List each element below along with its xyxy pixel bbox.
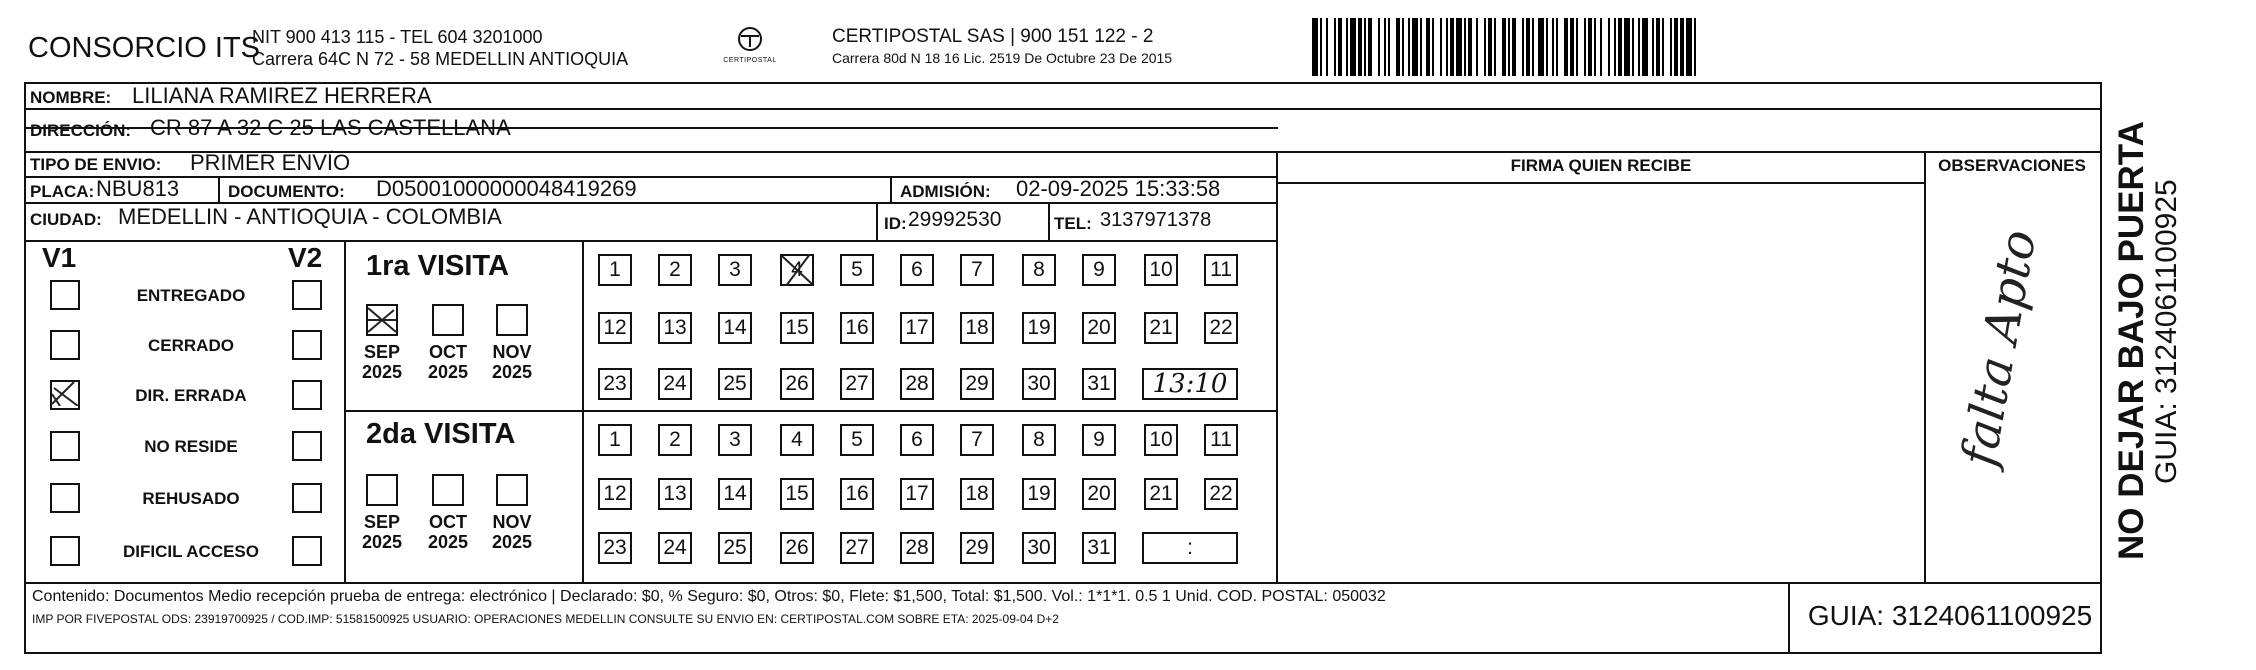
v1-label: V1: [42, 242, 77, 273]
visit1-day-15[interactable]: 15: [780, 312, 814, 344]
v1-checkbox[interactable]: [50, 330, 80, 360]
visit2-day-31[interactable]: 31: [1082, 532, 1116, 564]
side-guia: GUIA: 3124061100925: [2150, 179, 2183, 484]
visit1-day-1[interactable]: 1: [598, 254, 632, 286]
footer-print-info: IMP POR FIVEPOSTAL ODS: 23919700925 / COD.IMP: 51581500925 USUARIO: OPERACIONES MEDELLIN CONSULTE SU ENVIO EN: CERTIPOSTAL.COM SOBRE ETA: 2025-09-04 D+2: [32, 612, 1059, 626]
visit2-month-label: NOV 2025: [491, 512, 533, 552]
visit1-month-label: SEP 2025: [361, 342, 403, 382]
v2-checkbox[interactable]: [292, 330, 322, 360]
footer-contents: Contenido: Documentos Medio recepción prueba de entrega: electrónico | Declarado: $0, % Seguro: $0, Otros: $0, Flete: $1,500, Total: $1,500. Vol.: 1*1*1. 0.5 1 Unid. COD. POSTAL: 050032: [32, 588, 1386, 605]
v1-checkbox[interactable]: [50, 380, 80, 410]
visit2-day-20[interactable]: 20: [1082, 478, 1116, 510]
visit1-day-23[interactable]: 23: [598, 368, 632, 400]
placa-label: PLACA:: [30, 182, 95, 201]
visit2-day-30[interactable]: 30: [1022, 532, 1056, 564]
visit2-month-checkbox[interactable]: [366, 474, 398, 506]
visit2-day-25[interactable]: 25: [718, 532, 752, 564]
status-label: DIR. ERRADA: [135, 386, 247, 405]
direccion-label: DIRECCIÓN:: [30, 121, 132, 140]
handwritten-observation: falta Apto: [1950, 225, 2048, 471]
visit1-day-29[interactable]: 29: [960, 368, 994, 400]
visit1-day-12[interactable]: 12: [598, 312, 632, 344]
visit1-day-16[interactable]: 16: [840, 312, 874, 344]
visit1-day-19[interactable]: 19: [1022, 312, 1056, 344]
nombre-label: NOMBRE:: [30, 88, 112, 107]
company-nit: NIT 900 413 115 - TEL 604 3201000: [252, 27, 543, 47]
ciudad-label: CIUDAD:: [30, 210, 102, 229]
v2-checkbox[interactable]: [292, 380, 322, 410]
visit1-month-checkbox[interactable]: [432, 304, 464, 336]
visit2-time-box[interactable]: :: [1142, 532, 1238, 564]
id-value: 29992530: [908, 208, 1002, 231]
certipostal-address: Carrera 80d N 18 16 Lic. 2519 De Octubre 23 De 2015: [832, 50, 1173, 66]
ciudad-value: MEDELLIN - ANTIOQUIA - COLOMBIA: [118, 204, 502, 229]
company-name: CONSORCIO ITS: [28, 32, 261, 64]
visit1-day-3[interactable]: 3: [718, 254, 752, 286]
visit1-month-checkbox[interactable]: [366, 304, 398, 336]
visit2-day-18[interactable]: 18: [960, 478, 994, 510]
visit1-day-5[interactable]: 5: [840, 254, 874, 286]
visit2-day-7[interactable]: 7: [960, 424, 994, 456]
admision-label: ADMISIÓN:: [900, 182, 991, 201]
visit1-day-26[interactable]: 26: [780, 368, 814, 400]
visit2-month-checkbox[interactable]: [496, 474, 528, 506]
visit1-day-22[interactable]: 22: [1204, 312, 1238, 344]
visit2-day-8[interactable]: 8: [1022, 424, 1056, 456]
visit1-month-label: NOV 2025: [491, 342, 533, 382]
visit2-day-6[interactable]: 6: [900, 424, 934, 456]
visit1-day-18[interactable]: 18: [960, 312, 994, 344]
placa-value: NBU813: [96, 176, 180, 201]
v2-checkbox[interactable]: [292, 536, 322, 566]
visit1-day-8[interactable]: 8: [1022, 254, 1056, 286]
visit1-day-7[interactable]: 7: [960, 254, 994, 286]
certipostal-nit: CERTIPOSTAL SAS | 900 151 122 - 2: [832, 26, 1154, 47]
direccion-value: CR 87 A 32 C 25 LAS CASTELLANA: [150, 115, 511, 140]
visit2-day-23[interactable]: 23: [598, 532, 632, 564]
v2-checkbox[interactable]: [292, 280, 322, 310]
visit2-day-3[interactable]: 3: [718, 424, 752, 456]
visit2-day-12[interactable]: 12: [598, 478, 632, 510]
visit1-day-6[interactable]: 6: [900, 254, 934, 286]
v2-label: V2: [288, 242, 323, 273]
admision-value: 02-09-2025 15:33:58: [1016, 176, 1221, 201]
v1-checkbox[interactable]: [50, 483, 80, 513]
visit2-day-1[interactable]: 1: [598, 424, 632, 456]
id-label: ID:: [884, 214, 907, 233]
v2-checkbox[interactable]: [292, 483, 322, 513]
status-label: REHUSADO: [142, 489, 240, 508]
visit2-day-5[interactable]: 5: [840, 424, 874, 456]
visit1-day-30[interactable]: 30: [1022, 368, 1056, 400]
status-label: CERRADO: [148, 336, 234, 355]
visit1-day-25[interactable]: 25: [718, 368, 752, 400]
visit2-day-15[interactable]: 15: [780, 478, 814, 510]
company-info: [252, 26, 628, 70]
visit2-day-9[interactable]: 9: [1082, 424, 1116, 456]
barcode: [1312, 18, 1904, 76]
visit2-title: 2da VISITA: [366, 418, 516, 450]
status-label: NO RESIDE: [144, 437, 238, 456]
visit2-day-4[interactable]: 4: [780, 424, 814, 456]
certipostal-logo: [720, 26, 780, 64]
visit2-day-22[interactable]: 22: [1204, 478, 1238, 510]
v1-checkbox[interactable]: [50, 536, 80, 566]
visit2-day-19[interactable]: 19: [1022, 478, 1056, 510]
visit2-month-label: OCT 2025: [427, 512, 469, 552]
side-warning: NO DEJAR BAJO PUERTA: [2112, 121, 2151, 560]
tipo-envio-label: TIPO DE ENVIO:: [30, 155, 162, 174]
observaciones-label: OBSERVACIONES: [1938, 156, 2086, 175]
visit2-day-2[interactable]: 2: [658, 424, 692, 456]
tel-label: TEL:: [1054, 214, 1092, 233]
firma-label: FIRMA QUIEN RECIBE: [1510, 156, 1692, 175]
visit2-day-14[interactable]: 14: [718, 478, 752, 510]
visit2-month-label: SEP 2025: [361, 512, 403, 552]
visit2-day-16[interactable]: 16: [840, 478, 874, 510]
status-label: DIFICIL ACCESO: [122, 542, 259, 561]
visit1-day-10[interactable]: 10: [1144, 254, 1178, 286]
barcode-bar: [1694, 18, 1696, 76]
documento-label: DOCUMENTO:: [228, 182, 345, 201]
visit2-day-10[interactable]: 10: [1144, 424, 1178, 456]
visit2-day-24[interactable]: 24: [658, 532, 692, 564]
visit2-day-27[interactable]: 27: [840, 532, 874, 564]
visit1-day-27[interactable]: 27: [840, 368, 874, 400]
visit1-day-17[interactable]: 17: [900, 312, 934, 344]
visit1-day-9[interactable]: 9: [1082, 254, 1116, 286]
tipo-envio-value: PRIMER ENVÍO: [190, 150, 351, 175]
visit1-day-13[interactable]: 13: [658, 312, 692, 344]
visit1-month-label: OCT 2025: [427, 342, 469, 382]
visit1-day-11[interactable]: 11: [1204, 254, 1238, 286]
visit1-day-4[interactable]: 4: [780, 254, 814, 286]
visit2-day-28[interactable]: 28: [900, 532, 934, 564]
tel-value: 3137971378: [1100, 209, 1212, 231]
visit1-day-14[interactable]: 14: [718, 312, 752, 344]
visit2-day-26[interactable]: 26: [780, 532, 814, 564]
footer-guia: GUIA: 3124061100925: [1807, 600, 2093, 631]
logo-text: CERTIPOSTAL: [723, 57, 777, 64]
visit1-month-checkbox[interactable]: [496, 304, 528, 336]
visit2-day-21[interactable]: 21: [1144, 478, 1178, 510]
visit1-time-box[interactable]: 13:10: [1142, 368, 1238, 400]
visit1-day-2[interactable]: 2: [658, 254, 692, 286]
visit2-day-29[interactable]: 29: [960, 532, 994, 564]
visit1-day-24[interactable]: 24: [658, 368, 692, 400]
logo-icon: [733, 26, 767, 52]
status-label: ENTREGADO: [136, 286, 246, 305]
visit2-day-17[interactable]: 17: [900, 478, 934, 510]
v2-checkbox[interactable]: [292, 431, 322, 461]
visit1-day-20[interactable]: 20: [1082, 312, 1116, 344]
visit1-day-28[interactable]: 28: [900, 368, 934, 400]
certipostal-info: [832, 26, 1172, 68]
visit1-day-21[interactable]: 21: [1144, 312, 1178, 344]
nombre-value: LILIANA RAMIREZ HERRERA: [132, 83, 432, 108]
visit2-day-11[interactable]: 11: [1204, 424, 1238, 456]
company-address: Carrera 64C N 72 - 58 MEDELLIN ANTIOQUIA: [252, 49, 629, 69]
v1-checkbox[interactable]: [50, 431, 80, 461]
visit1-day-31[interactable]: 31: [1082, 368, 1116, 400]
visit2-month-checkbox[interactable]: [432, 474, 464, 506]
v1-checkbox[interactable]: [50, 280, 80, 310]
documento-value: D05001000000048419269: [376, 176, 637, 201]
visit2-day-13[interactable]: 13: [658, 478, 692, 510]
visit1-title: 1ra VISITA: [366, 250, 509, 282]
